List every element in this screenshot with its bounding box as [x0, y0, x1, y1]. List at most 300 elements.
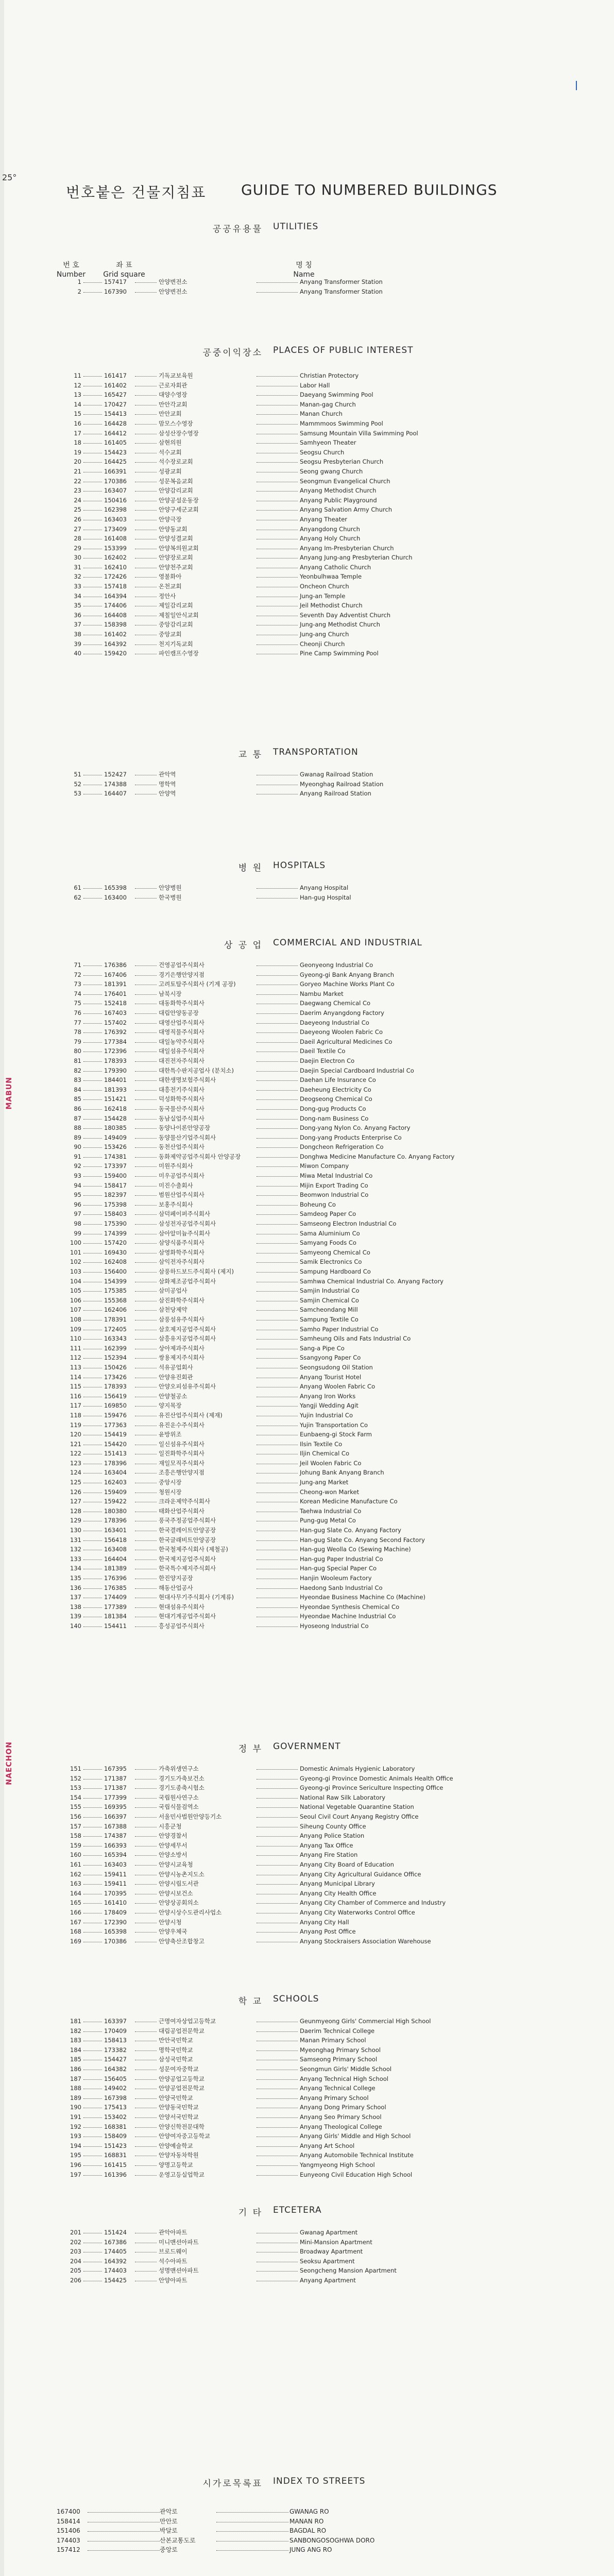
row-name-en: Daerim Technical College — [300, 2027, 375, 2035]
section-entries — [0, 1764, 614, 1946]
row-name-kr: 안양철공소 — [159, 1392, 187, 1400]
row-name-en: Anyang Iron Works — [300, 1392, 356, 1400]
row-grid: 178393 — [104, 1383, 127, 1391]
leader-dots — [83, 477, 102, 482]
leader-dots — [83, 1315, 102, 1320]
row-grid: 164408 — [104, 611, 127, 619]
row-name-kr: 국립원사연구소 — [159, 1793, 199, 1801]
table-row — [0, 1248, 614, 1258]
table-row — [0, 1334, 614, 1344]
row-name-kr: 안양시청 — [159, 1918, 182, 1926]
row-name-en: Anyang Automobile Technical Institute — [300, 2151, 414, 2159]
leader-dots — [257, 1056, 298, 1062]
row-name-kr: 성광교회 — [159, 467, 182, 475]
row-grid: 175390 — [104, 1220, 127, 1228]
table-row — [0, 486, 614, 496]
leader-dots — [257, 1046, 298, 1052]
table-row — [0, 1133, 614, 1143]
table-row — [0, 1898, 614, 1908]
row-grid: 154419 — [104, 1431, 127, 1438]
row-grid: 164382 — [104, 2065, 127, 2073]
row-number: 107 — [70, 1306, 81, 1314]
street-grid: 158414 — [57, 2517, 80, 2525]
leader-dots — [135, 486, 157, 492]
leader-dots — [83, 409, 102, 415]
table-row — [0, 1382, 614, 1392]
leader-dots — [83, 1296, 102, 1301]
leader-dots — [257, 486, 298, 492]
row-grid: 157418 — [104, 583, 127, 590]
row-name-en: Gyeong-gi Province Sericulture Inspecting Office — [300, 1784, 444, 1792]
row-number: 193 — [70, 2132, 81, 2140]
row-number: 114 — [70, 1373, 81, 1381]
row-grid: 176401 — [104, 990, 127, 997]
leader-dots — [257, 2238, 298, 2243]
table-row — [0, 649, 614, 658]
row-name-kr: 온천교회 — [159, 583, 182, 590]
leader-dots — [257, 1104, 298, 1110]
row-name-kr: 미우공업주식회사 — [159, 1172, 204, 1180]
table-row — [0, 1085, 614, 1095]
leader-dots — [135, 524, 157, 530]
row-number: 22 — [74, 477, 81, 485]
leader-dots — [135, 390, 157, 396]
leader-dots — [257, 1372, 298, 1378]
row-grid: 174405 — [104, 2248, 127, 2256]
leader-dots — [88, 2507, 160, 2513]
leader-dots — [135, 467, 157, 472]
row-name-kr: 안양축산조합창고 — [159, 1937, 204, 1945]
row-grid: 163343 — [104, 1335, 127, 1343]
row-number: 138 — [70, 1603, 81, 1611]
row-grid: 162408 — [104, 1258, 127, 1266]
row-grid: 163401 — [104, 1527, 127, 1534]
leader-dots — [83, 779, 102, 785]
table-row — [0, 1104, 614, 1114]
table-row — [0, 1027, 614, 1037]
leader-dots — [83, 505, 102, 511]
table-row — [0, 1315, 614, 1325]
table-row — [0, 1257, 614, 1267]
row-number: 192 — [70, 2123, 81, 2130]
row-grid: 162403 — [104, 1479, 127, 1486]
row-name-kr: 대동화학주식회사 — [159, 999, 204, 1007]
leader-dots — [257, 893, 298, 899]
row-number: 164 — [70, 1889, 81, 1897]
street-index-title: 시가로목록표 INDEX TO STREETS — [202, 2476, 366, 2489]
leader-dots — [135, 1621, 157, 1627]
leader-dots — [135, 1018, 157, 1024]
leader-dots — [83, 979, 102, 985]
row-grid: 165394 — [104, 1851, 127, 1859]
table-row — [0, 1075, 614, 1085]
row-name-en: Myeonghag Railroad Station — [300, 780, 384, 788]
row-number: 163 — [70, 1880, 81, 1888]
leader-dots — [135, 1066, 157, 1072]
leader-dots — [135, 1411, 157, 1416]
table-row — [0, 1353, 614, 1363]
row-name-kr: 동천산업주식회사 — [159, 1143, 204, 1151]
leader-dots — [135, 1229, 157, 1234]
row-name-kr: 안양시농촌지도소 — [159, 1870, 204, 1878]
table-row — [0, 1497, 614, 1506]
leader-dots — [83, 1257, 102, 1263]
row-number: 205 — [70, 2267, 81, 2275]
leader-dots — [83, 448, 102, 453]
row-number: 96 — [74, 1200, 81, 1208]
row-name-kr: 윤방위조 — [159, 1431, 182, 1438]
leader-dots — [257, 2036, 298, 2041]
leader-dots — [257, 1937, 298, 1942]
table-row — [0, 998, 614, 1008]
row-number: 140 — [70, 1622, 81, 1630]
leader-dots — [83, 611, 102, 616]
row-grid: 150416 — [104, 496, 127, 504]
row-name-en: Anyang Stockraisers Association Warehouse — [300, 1937, 431, 1945]
row-name-en: Cheong-won Market — [300, 1488, 360, 1496]
row-grid: 159400 — [104, 1172, 127, 1180]
row-number: 14 — [74, 400, 81, 408]
leader-dots — [83, 400, 102, 405]
leader-dots — [135, 1219, 157, 1225]
table-row — [0, 1296, 614, 1306]
leader-dots — [257, 1152, 298, 1158]
row-grid: 158409 — [104, 2132, 127, 2140]
leader-dots — [135, 2150, 157, 2156]
row-name-kr: 풍국주정공업주식회사 — [159, 1517, 216, 1524]
row-name-kr: 삼진화학주식회사 — [159, 1296, 204, 1304]
leader-dots — [257, 1027, 298, 1033]
row-name-en: Sampung Hardboard Co — [300, 1268, 371, 1275]
row-number: 116 — [70, 1392, 81, 1400]
leader-dots — [83, 1478, 102, 1483]
row-grid: 159420 — [104, 650, 127, 657]
leader-dots — [257, 1841, 298, 1846]
row-name-en: Labor Hall — [300, 381, 330, 389]
leader-dots — [135, 2257, 157, 2262]
row-name-en: Donghwa Medicine Manufacture Co. Anyang Factory — [300, 1153, 455, 1160]
leader-dots — [135, 1008, 157, 1014]
street-row — [0, 2526, 614, 2536]
leader-dots — [135, 1478, 157, 1483]
row-number: 104 — [70, 1277, 81, 1285]
leader-dots — [257, 1583, 298, 1589]
row-grid: 158413 — [104, 2037, 127, 2044]
row-name-kr: 삼풍섬유주식회사 — [159, 1315, 204, 1323]
leader-dots — [135, 553, 157, 558]
row-grid: 168831 — [104, 2151, 127, 2159]
col-number: 번 호 Number — [56, 261, 86, 279]
row-name-kr: 삼천당제약 — [159, 1306, 187, 1314]
table-row — [0, 544, 614, 553]
leader-dots — [83, 1267, 102, 1273]
row-grid: 176396 — [104, 1574, 127, 1582]
table-row — [0, 883, 614, 893]
row-name-kr: 한국제지공업주식회사 — [159, 1555, 216, 1563]
row-number: 110 — [70, 1335, 81, 1343]
row-name-kr: 근명여자상업고등학교 — [159, 2018, 216, 2025]
table-row — [0, 1123, 614, 1133]
row-name-en: Samjin Industrial Co — [300, 1287, 360, 1295]
table-row — [0, 1860, 614, 1870]
row-name-kr: 대영직물주식회사 — [159, 1028, 204, 1036]
row-name-kr: 삼미공업사 — [159, 1287, 187, 1295]
row-number: 102 — [70, 1258, 81, 1266]
leader-dots — [135, 970, 157, 976]
street-grid: 157412 — [57, 2546, 80, 2554]
leader-dots — [135, 1802, 157, 1808]
leader-dots — [83, 2257, 102, 2262]
row-name-en: Jung-ang Market — [300, 1479, 349, 1486]
table-row — [0, 639, 614, 649]
leader-dots — [135, 883, 157, 889]
row-name-kr: 쌍용제지주식회사 — [159, 1354, 204, 1362]
table-row — [0, 1114, 614, 1124]
row-name-kr: 삼흥유지공업주식회사 — [159, 1335, 216, 1343]
street-name-en: JUNG ANG RO — [289, 2546, 332, 2554]
row-number: 24 — [74, 496, 81, 504]
leader-dots — [135, 1037, 157, 1043]
row-name-en: Jung-ang Church — [300, 631, 349, 638]
leader-dots — [135, 409, 157, 415]
row-grid: 161396 — [104, 2171, 127, 2178]
row-number: 166 — [70, 1908, 81, 1916]
leader-dots — [257, 2112, 298, 2118]
leader-dots — [83, 1018, 102, 1024]
row-grid: 167390 — [104, 287, 127, 295]
table-row — [0, 1774, 614, 1784]
table-row — [0, 371, 614, 381]
row-grid: 163403 — [104, 1860, 127, 1868]
leader-dots — [83, 1822, 102, 1827]
leader-dots — [135, 1592, 157, 1598]
row-number: 194 — [70, 2142, 81, 2149]
leader-dots — [83, 2122, 102, 2128]
leader-dots — [135, 789, 157, 794]
leader-dots — [83, 1161, 102, 1167]
leader-dots — [257, 1411, 298, 1416]
row-grid: 166393 — [104, 1841, 127, 1849]
row-grid: 167398 — [104, 2094, 127, 2102]
row-grid: 149409 — [104, 1133, 127, 1141]
row-grid: 177363 — [104, 1421, 127, 1429]
table-row — [0, 419, 614, 429]
table-row — [0, 438, 614, 448]
section-entries — [0, 770, 614, 799]
leader-dots — [257, 2122, 298, 2128]
table-row — [0, 2083, 614, 2093]
leader-dots — [83, 1573, 102, 1579]
row-name-en: Daeheung Electricity Co — [300, 1086, 371, 1093]
row-number: 19 — [74, 448, 81, 456]
row-name-en: Daeil Agricultural Medicines Co — [300, 1038, 393, 1045]
leader-dots — [83, 1802, 102, 1808]
leader-dots — [135, 1870, 157, 1875]
leader-dots — [135, 2122, 157, 2128]
table-row — [0, 390, 614, 400]
leader-dots — [135, 1879, 157, 1885]
row-number: 85 — [74, 1095, 81, 1103]
row-grid: 165398 — [104, 884, 127, 891]
row-grid: 161415 — [104, 2161, 127, 2168]
row-number: 204 — [70, 2257, 81, 2265]
row-name-en: Gwanag Railroad Station — [300, 771, 373, 778]
street-name-kr: 만안로 — [160, 2517, 178, 2525]
row-name-en: Daejin Special Cardboard Industrial Co — [300, 1066, 414, 1074]
row-name-kr: 만안교회 — [159, 410, 182, 418]
row-name-en: Anyang Transformer Station — [300, 278, 383, 285]
row-name-en: Mammmoos Swimming Pool — [300, 419, 383, 427]
leader-dots — [135, 1085, 157, 1091]
row-name-en: Yujin Industrial Co — [300, 1411, 353, 1419]
leader-dots — [83, 893, 102, 899]
col-grid: 좌 표 Grid square — [103, 261, 145, 279]
row-grid: 161410 — [104, 1899, 127, 1907]
row-grid: 174403 — [104, 2267, 127, 2275]
row-number: 98 — [74, 1220, 81, 1228]
row-name-kr: 브로드웨이 — [159, 2248, 187, 2256]
leader-dots — [83, 1401, 102, 1406]
table-row — [0, 1468, 614, 1478]
row-grid: 157402 — [104, 1019, 127, 1026]
row-name-en: Daegwang Chemical Co — [300, 999, 371, 1007]
table-row — [0, 1937, 614, 1946]
leader-dots — [257, 1267, 298, 1273]
leader-dots — [83, 1583, 102, 1589]
leader-dots — [257, 620, 298, 625]
row-grid: 175413 — [104, 2104, 127, 2111]
table-row — [0, 1927, 614, 1937]
row-grid: 178396 — [104, 1517, 127, 1524]
leader-dots — [135, 1104, 157, 1110]
leader-dots — [257, 390, 298, 396]
row-name-kr: 대진전자주식회사 — [159, 1057, 204, 1064]
table-row — [0, 1286, 614, 1296]
street-row — [0, 2536, 614, 2546]
leader-dots — [83, 2228, 102, 2233]
row-grid: 163407 — [104, 487, 127, 495]
row-name-en: Dong-yang Nylon Co. Anyang Factory — [300, 1124, 411, 1132]
row-grid: 167395 — [104, 1765, 127, 1772]
row-name-kr: 동화제약공업주식회사 안양공장 — [159, 1153, 241, 1160]
row-name-en: Dong-gug Products Co — [300, 1105, 366, 1112]
leader-dots — [135, 2170, 157, 2176]
row-name-kr: 한진양지공장 — [159, 1574, 193, 1582]
leader-dots — [257, 287, 298, 293]
row-name-kr: 안양예술학교 — [159, 2142, 193, 2149]
leader-dots — [83, 371, 102, 377]
row-number: 203 — [70, 2248, 81, 2256]
row-name-en: Samheung Oils and Fats Industrial Co — [300, 1335, 411, 1343]
row-number: 93 — [74, 1172, 81, 1180]
leader-dots — [83, 2083, 102, 2089]
leader-dots — [83, 1927, 102, 1933]
row-name-en: Samhwa Chemical Industrial Co. Anyang Factory — [300, 1277, 444, 1285]
table-row — [0, 1037, 614, 1047]
leader-dots — [135, 1114, 157, 1120]
row-number: 158 — [70, 1832, 81, 1840]
leader-dots — [83, 770, 102, 775]
row-name-en: Siheung County Office — [300, 1822, 366, 1830]
row-name-kr: 삼호제지공업주식회사 — [159, 1325, 216, 1333]
leader-dots — [135, 1783, 157, 1789]
row-number: 201 — [70, 2229, 81, 2236]
row-grid: 178396 — [104, 1459, 127, 1467]
row-grid: 172390 — [104, 1918, 127, 1926]
leader-dots — [135, 2064, 157, 2070]
row-grid: 167386 — [104, 2238, 127, 2246]
table-row — [0, 1238, 614, 1248]
row-name-kr: 동양물산기업주식회사 — [159, 1133, 216, 1141]
table-row — [0, 2064, 614, 2074]
table-row — [0, 1478, 614, 1487]
table-row — [0, 960, 614, 970]
leader-dots — [257, 998, 298, 1004]
leader-dots — [257, 2276, 298, 2281]
row-grid: 173426 — [104, 1373, 127, 1381]
leader-dots — [257, 524, 298, 530]
row-name-en: Ilsin Textile Co — [300, 1440, 343, 1448]
row-number: 72 — [74, 971, 81, 978]
leader-dots — [257, 989, 298, 995]
leader-dots — [83, 1238, 102, 1244]
row-name-en: Dong-nam Business Co — [300, 1114, 369, 1122]
table-row — [0, 1392, 614, 1401]
row-number: 155 — [70, 1803, 81, 1811]
leader-dots — [83, 1850, 102, 1856]
row-grid: 151413 — [104, 1450, 127, 1458]
leader-dots — [257, 2228, 298, 2233]
leader-dots — [135, 419, 157, 425]
table-row — [0, 591, 614, 601]
row-name-en: Manan Church — [300, 410, 343, 418]
leader-dots — [135, 1238, 157, 1244]
row-name-en: Anyangdong Church — [300, 525, 360, 533]
leader-dots — [83, 1046, 102, 1052]
row-grid: 175398 — [104, 1200, 127, 1208]
row-name-en: Han-gug Hospital — [300, 893, 351, 901]
row-name-kr: 안양공업고등학교 — [159, 2075, 204, 2082]
leader-dots — [257, 1085, 298, 1091]
leader-dots — [135, 1889, 157, 1894]
leader-dots — [257, 467, 298, 472]
row-name-en: Hanjin Wooleum Factory — [300, 1574, 372, 1582]
leader-dots — [257, 1334, 298, 1340]
row-grid: 161417 — [104, 372, 127, 379]
table-row — [0, 1822, 614, 1832]
row-name-en: Samseong Primary School — [300, 2056, 378, 2063]
blue-mark — [576, 81, 577, 90]
leader-dots — [257, 789, 298, 794]
table-row — [0, 496, 614, 505]
leader-dots — [83, 1497, 102, 1502]
table-row — [0, 2093, 614, 2103]
leader-dots — [257, 1850, 298, 1856]
leader-dots — [83, 1459, 102, 1464]
leader-dots — [135, 1181, 157, 1187]
leader-dots — [83, 2141, 102, 2147]
leader-dots — [257, 1459, 298, 1464]
row-grid: 157420 — [104, 1239, 127, 1247]
leader-dots — [135, 1315, 157, 1320]
street-grid: 174403 — [57, 2536, 80, 2544]
leader-dots — [83, 2131, 102, 2137]
leader-dots — [83, 1229, 102, 1234]
leader-dots — [135, 2276, 157, 2281]
row-number: 168 — [70, 1928, 81, 1936]
row-number: 79 — [74, 1038, 81, 1045]
leader-dots — [83, 1831, 102, 1837]
